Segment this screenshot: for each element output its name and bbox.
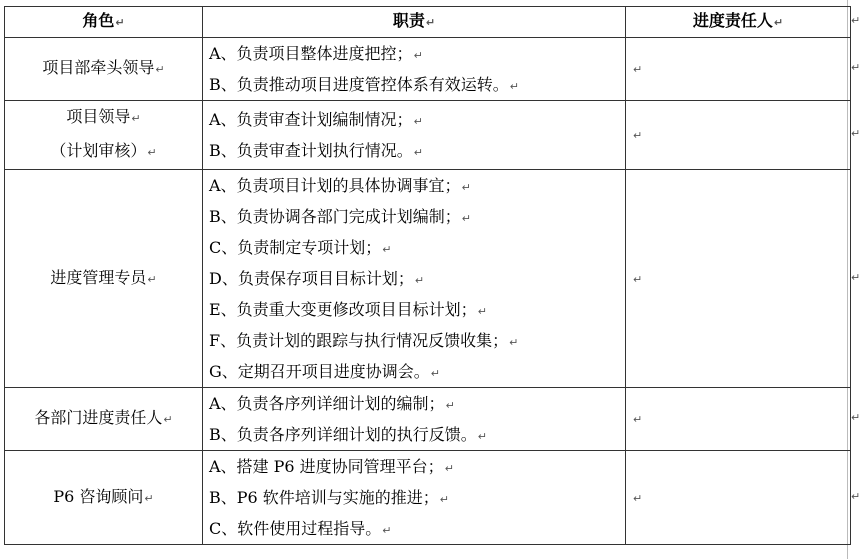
duty-item: C、软件使用过程指导。↵ <box>209 519 392 538</box>
owner-cell[interactable]: ↵ <box>626 388 851 451</box>
duty-item: A、负责各序列详细计划的编制；↵ <box>209 394 455 413</box>
owner-cell[interactable]: ↵ <box>626 101 851 170</box>
role-text: 进度管理专员↵ <box>50 267 157 287</box>
header-row <box>5 7 851 38</box>
responsibility-table <box>4 6 851 545</box>
duty-item: B、负责协调各部门完成计划编制；↵ <box>209 207 471 226</box>
duty-item: A、负责审查计划编制情况；↵ <box>209 110 423 129</box>
table-row <box>5 101 851 170</box>
duty-item: B、负责审查计划执行情况。↵ <box>209 141 423 160</box>
table-row <box>5 388 851 451</box>
duty-item: A、搭建 P6 进度协同管理平台；↵ <box>209 457 454 476</box>
duties-cell <box>203 38 626 101</box>
row-end-mark: ↵ <box>851 14 861 27</box>
role-text: 各部门进度责任人↵ <box>34 408 173 427</box>
duty-item: E、负责重大变更修改项目目标计划；↵ <box>209 300 487 319</box>
duties-cell <box>203 451 626 545</box>
role-cell <box>5 388 203 451</box>
role-text: （计划审核）↵ <box>50 141 157 160</box>
role-cell <box>5 38 203 101</box>
duty-item: B、P6 软件培训与实施的推进；↵ <box>209 488 450 507</box>
duty-item: A、负责项目整体进度把控；↵ <box>209 44 423 63</box>
role-text: 项目部牵头领导↵ <box>42 58 165 77</box>
table-row <box>5 170 851 388</box>
header-role: 角色↵ <box>5 7 203 38</box>
table-row <box>5 38 851 101</box>
duty-item: A、负责项目计划的具体协调事宜；↵ <box>209 176 471 195</box>
role-cell <box>5 101 203 170</box>
role-text: P6 咨询顾问↵ <box>53 486 154 506</box>
header-duties: 职责↵ <box>203 7 626 38</box>
table-row <box>5 451 851 545</box>
row-end-mark: ↵ <box>851 270 861 284</box>
role-cell <box>5 170 203 388</box>
role-text: 项目领导↵ <box>66 107 141 126</box>
row-end-mark: ↵ <box>851 127 861 140</box>
header-owner: 进度责任人↵ <box>626 7 851 38</box>
duties-cell <box>203 101 626 170</box>
duty-item: G、定期召开项目进度协调会。↵ <box>209 362 441 381</box>
duty-item: B、负责各序列详细计划的执行反馈。↵ <box>209 425 487 444</box>
duty-item: D、负责保存项目目标计划；↵ <box>209 269 425 288</box>
duties-cell <box>203 170 626 388</box>
owner-cell[interactable]: ↵ <box>626 38 851 101</box>
row-end-mark: ↵ <box>851 61 861 74</box>
duty-item: F、负责计划的跟踪与执行情况反馈收集；↵ <box>209 331 519 350</box>
duty-item: B、负责推动项目进度管控体系有效运转。↵ <box>209 75 519 94</box>
role-cell <box>5 451 203 545</box>
row-end-mark: ↵ <box>851 411 861 424</box>
owner-cell[interactable]: ↵ <box>626 170 851 388</box>
owner-cell[interactable]: ↵ <box>626 451 851 545</box>
row-end-mark: ↵ <box>851 489 861 503</box>
duties-cell <box>203 388 626 451</box>
duty-item: C、负责制定专项计划；↵ <box>209 238 392 257</box>
